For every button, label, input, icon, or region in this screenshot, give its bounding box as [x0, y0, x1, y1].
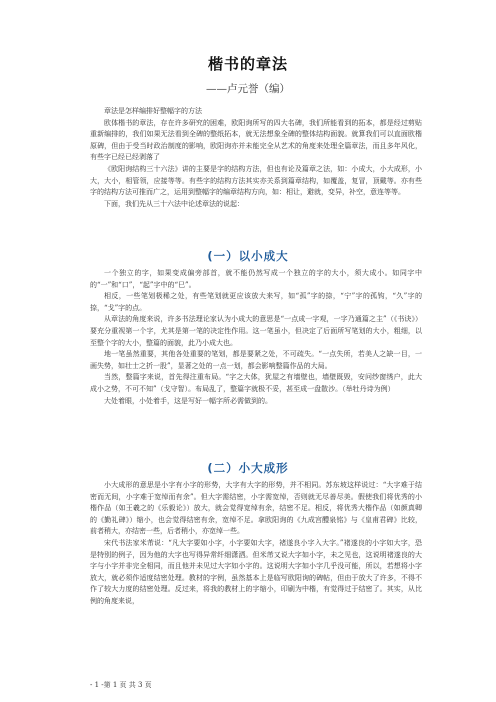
body-paragraph: 小大成形的意思是小字有小字的形势，大字有大字的形势，并不相同。苏东坡这样说过：“大字难于结密而无间，小字难于宽绰而有余”。但大字需结密，小字需宽绰，否则就无尽善尽美。假使我们将优秀的小楷作品（如王羲之的《乐毅论》）放大，就会觉得宽绰有余，结密不足。相反，将优秀大楷作品（如颜真卿的《勤礼碑》）缩小，也会觉得结密有余，宽绰不足。拿欧阳询的《九成宫醴泉铭》与《皇甫君碑》比较，前者稍大，亦结密一些，后者稍小，亦宽绰一些。 — [90, 481, 422, 536]
body-paragraph: 当然，整篇字来说，首先得注重布局。“字之大体，犹屋之有墙壁也，墙壁既毁，安问纱窗绣户，此大成小之势，不可不知”（戈守智）。布局乱了，整篇字就极不妥，甚至成一盘散沙。（举牡丹诗为例） — [90, 373, 422, 393]
body-paragraph: 从章法的角度来说，许多书法理论家认为小成大的意思是“一点成一字观，一字乃通篇之主”（《书诀》）要充分重视第一个字，尤其是第一笔的决定性作用。这一笔虽小，但决定了后面所写笔划的大小，粗细，以至整个字的大小，整篇的面貌，此乃小成大也。 — [90, 315, 422, 347]
body-paragraph: 相反，一些笔划极稀之处，有些笔划就更应该放大来写，如“孤”字的捺，“宁”字的孤钩，“久”字的捺，“戈”字的点。 — [90, 292, 422, 312]
intro-paragraph: 欧体楷书的章法，存在许多研究的困难，欧阳询所写的四大名碑，我们所能看到的拓本，都是经过剪贴重新编排的，我们如果无法看到全碑的整纸拓本，就无法想象全碑的整体结构面貌。就算我们可以直面欧楷原碑，但由于受当时政治制度的影响，欧阳询亦并未能完全从艺术的角度来处理全篇章法，而且多年风化，有些字已经已经剥落了 — [90, 118, 422, 162]
section2-heading: (二）小大成形 — [207, 461, 289, 475]
intro-section — [90, 106, 422, 210]
section1-body — [90, 268, 422, 407]
section1-heading: (一）以小成大 — [207, 249, 289, 263]
body-paragraph: 宋代书法家米芾说：“凡大字要如小字，小字要如大字，褚遂良小字入大字。”褚遂良的小字如大字，恐是特别的例子，因为他的大字也写得异常纤细潇洒。但米芾又说大字如小字，未之见也，这说明褚遂良的大字与小字并非完全相同，而且他并未见过大字如小字的。这说明大字如小字几乎没可能，所以，若想将小字放大，就必须作适度结密处理。教材的字例，虽然基本上是临写欧阳询的碑帖，但由于放大了许多，不得不作了较大力度的结密处理。反过来，将我的教材上的字缩小，印刷为中楷，有觉得过于结密了。其实，从比例的角度来说， — [90, 538, 422, 605]
body-paragraph: 地一笔虽然重要，其他各处重要的笔划，都是要紧之处，不可疏失。“一点失所，若美人之缺一目，一画失势，如壮士之折一股”，显著之处的一点一划，都会影响整篇作品的大局。 — [90, 350, 422, 370]
document-author: ——卢元誉（编） — [206, 83, 290, 95]
body-paragraph: 大处着眼，小处着手，这是写好一幅字所必需做到的。 — [104, 396, 272, 405]
section2-body — [90, 480, 422, 608]
body-paragraph: 一个独立的字，如果变成偏旁部首，就不能仍然写成一个独立的字的大小，须大成小。如同字中的“一”和“口”，“起”字中的“巳”。 — [90, 269, 422, 289]
intro-paragraph: 章法是怎样编排好整幅字的方法 — [104, 107, 202, 115]
document-title: 楷书的章法 — [207, 55, 288, 73]
page-footer: - 1 -第 1 页 共 3 页 — [90, 681, 152, 689]
intro-paragraph: 《欧阳询结构三十六法》讲的主要是字的结构方法，但也有论及篇章之法，如：小成大，小大成形，小大，大小，相管领，应接等等。有些字的结构方法其实亦关系到篇章结构，如覆盖，复冒，顶戴等。亦有些字的结构方法可推而广之，运用到整幅字的编章结构方向，如：相让，避就，变异，补空，意连等等。 — [90, 164, 422, 197]
intro-paragraph: 下面，我们先从三十六法中论述章法的说起： — [104, 199, 244, 208]
